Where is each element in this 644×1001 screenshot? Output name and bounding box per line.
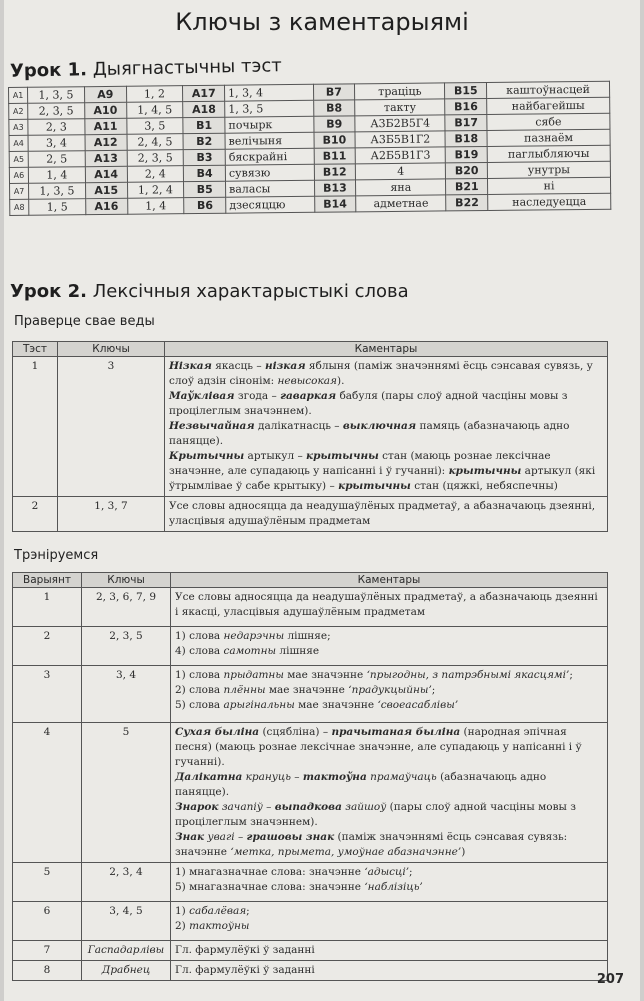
question-label: А14 xyxy=(85,166,127,182)
variant-number: 1 xyxy=(13,588,82,627)
test-key: 3 xyxy=(58,357,165,497)
answer-value: 1, 2, 4 xyxy=(127,182,184,199)
answer-value: 2, 3, 5 xyxy=(28,103,85,120)
question-label: А2 xyxy=(9,103,28,119)
variant-key: 3, 4 xyxy=(82,666,171,723)
table-row xyxy=(13,863,608,902)
comment-cell: 1) мнагазначнае слова: значэнне ‘адысці’; 5) мнагазначнае слова: значэнне ‘наблізіць’ xyxy=(171,863,608,902)
page-title: Ключы з каментарыямі xyxy=(175,8,469,36)
answer-value: 2, 5 xyxy=(28,151,85,168)
question-label: В21 xyxy=(446,178,488,194)
page-number: 207 xyxy=(596,972,624,987)
answer-value: дзесяццю xyxy=(226,196,315,213)
question-label: В10 xyxy=(314,132,356,148)
answer-value: 2, 4 xyxy=(127,166,184,183)
answer-value: такту xyxy=(355,99,446,116)
question-label: А18 xyxy=(183,101,225,117)
question-label: А10 xyxy=(84,102,126,118)
col-header-keys: Ключы xyxy=(58,342,165,357)
answer-value: сувязю xyxy=(225,164,314,181)
question-label: В6 xyxy=(184,197,226,213)
comment-cell: Усе словы адносяцца да неадушаўлёных прадметаў, а абазначаюць дзеянні і якасці, уласцівыя адушаўлёным прадметам xyxy=(171,588,608,627)
question-label: В18 xyxy=(445,130,487,146)
lesson2-number: Урок 2. xyxy=(10,281,87,302)
answer-value: 1, 2 xyxy=(126,86,183,103)
question-label: В12 xyxy=(314,164,356,180)
answer-value: каштоўнасцей xyxy=(487,81,610,98)
question-label: В4 xyxy=(184,165,226,181)
lesson1-number: Урок 1. xyxy=(9,59,88,82)
col-header-comments: Каментары xyxy=(165,342,608,357)
lesson2-heading xyxy=(10,281,409,302)
table-row xyxy=(13,588,608,627)
question-label: В7 xyxy=(313,84,355,100)
variant-key: 2, 3, 4 xyxy=(82,863,171,902)
comment-cell: Гл. фармулёўкі ў заданні xyxy=(171,941,608,961)
answer-value: ні xyxy=(488,177,611,194)
comment-cell: Усе словы адносяцца да неадушаўлёных прадметаў, а абазначаюць дзеянні, уласцівыя адушаўлёным прадметам xyxy=(165,497,608,532)
comment-paragraph: Нізкая якасць – нізкая яблыня (паміж значэннямі ёсць сэнсавая сувязь, у слоў адзін сінонім: невысокая). xyxy=(169,360,593,387)
question-label: А13 xyxy=(85,150,127,166)
comment-paragraph: Крытычны артыкул – крытычны стан (маюць рознае лексічнае значэнне, але супадаюць у напісанні і ў гучанні): крытычны артыкул (які ўтрымлівае ў сабе крытыку) – крытычны стан (цяжкі, небяспечны) xyxy=(169,450,596,492)
table-row xyxy=(13,497,608,532)
comment-paragraph: Незвычайная далікатнасць – выключная памяць (абазначаюць адно паняцце). xyxy=(169,420,570,447)
answer-value: адметнае xyxy=(356,195,447,212)
question-label: В11 xyxy=(314,148,356,164)
answer-value: паглыбляючы xyxy=(487,145,610,162)
answer-value: траціць xyxy=(355,83,446,100)
answer-value: 1, 4, 5 xyxy=(126,102,183,119)
table-header-row xyxy=(13,573,608,588)
question-label: В22 xyxy=(446,194,488,210)
answer-value: наследуецца xyxy=(488,193,611,210)
answer-value: А3Б2В5Г4 xyxy=(355,115,446,132)
question-label: В8 xyxy=(313,100,355,116)
table-row xyxy=(13,357,608,497)
check-knowledge-table xyxy=(12,341,608,532)
answer-value: сябе xyxy=(487,113,610,130)
question-label: А16 xyxy=(85,198,127,214)
answer-value: найбагейшы xyxy=(487,97,610,114)
question-label: А11 xyxy=(85,118,127,134)
variant-number: 3 xyxy=(13,666,82,723)
variant-number: 6 xyxy=(13,902,82,941)
answer-value: велічыня xyxy=(225,132,314,149)
section2-heading: Трэніруемся xyxy=(14,548,99,563)
question-label: В15 xyxy=(445,82,487,98)
table-row xyxy=(13,941,608,961)
answer-value: валасы xyxy=(226,180,315,197)
question-label: А3 xyxy=(9,119,28,135)
comment-cell: Сухая быліна (сцябліна) – прачытаная быліна (народная эпічная песня) (маюць рознае лексічнае значэнне, але супадаюць у напісанні і ў гучанні). Далікатна крануць – тактоўна прамаўчаць (абазначаюць адно паняцце). Знарок зачапіў – выпадкова зайшоў (пары слоў адной часціны мовы з процілеглым значэннем). Знак увагі – грашовы знак (паміж значэннямі ёсць сэнсавая сувязь: значэнне ‘метка, прымета, умоўнае абазначэнне’) xyxy=(171,723,608,863)
question-label: А9 xyxy=(84,86,126,102)
col-header-keys: Ключы xyxy=(82,573,171,588)
answer-value: 3, 4 xyxy=(28,135,85,152)
answer-value: пазнаём xyxy=(487,129,610,146)
question-label: А17 xyxy=(183,85,225,101)
answer-value: почырк xyxy=(225,116,314,133)
col-header-comments: Каментары xyxy=(171,573,608,588)
question-label: В9 xyxy=(313,116,355,132)
lesson1-name: Дыягнастычны тэст xyxy=(86,55,282,81)
answer-value: бяскрайні xyxy=(225,148,314,165)
question-label: А6 xyxy=(9,167,28,183)
answer-value: 1, 3, 5 xyxy=(28,87,85,104)
table-row xyxy=(13,902,608,941)
variant-key: Драбнец xyxy=(82,961,171,981)
variant-key: 5 xyxy=(82,723,171,863)
answer-value: 1, 3, 5 xyxy=(29,183,86,200)
answer-value: 2, 3 xyxy=(28,119,85,136)
question-label: В16 xyxy=(445,98,487,114)
col-header-variant: Варыянт xyxy=(13,573,82,588)
diagnostic-test-table xyxy=(8,81,611,216)
question-label: В20 xyxy=(446,162,488,178)
table-header-row xyxy=(13,342,608,357)
section1-heading: Праверце свае веды xyxy=(14,314,155,329)
answer-value: А2Б5В1Г3 xyxy=(355,147,446,164)
variant-number: 5 xyxy=(13,863,82,902)
answer-value: А3Б5В1Г2 xyxy=(355,131,446,148)
question-label: А4 xyxy=(9,135,28,151)
comment-paragraph: Маўклівая згода – гаваркая бабуля (пары слоў адной часціны мовы з процілеглым значэннем). xyxy=(169,390,568,417)
variant-number: 7 xyxy=(13,941,82,961)
question-label: А12 xyxy=(85,134,127,150)
answer-value: 2, 4, 5 xyxy=(127,134,184,151)
table-row xyxy=(13,723,608,863)
col-header-test: Тэст xyxy=(13,342,58,357)
variant-number: 2 xyxy=(13,627,82,666)
table-row xyxy=(13,961,608,981)
question-label: В19 xyxy=(446,146,488,162)
variant-key: Гаспадарлівы xyxy=(82,941,171,961)
question-label: А7 xyxy=(10,183,29,199)
comment-cell: Гл. фармулёўкі ў заданні xyxy=(171,961,608,981)
table-row xyxy=(13,627,608,666)
answer-value: 3, 5 xyxy=(126,118,183,135)
question-label: В17 xyxy=(445,114,487,130)
answer-value: 1, 3, 5 xyxy=(225,100,314,117)
variant-key: 2, 3, 6, 7, 9 xyxy=(82,588,171,627)
lesson1-heading xyxy=(10,55,282,82)
variant-key: 3, 4, 5 xyxy=(82,902,171,941)
comment-cell: 1) слова недарэчны лішняе; 4) слова самотны лішняе xyxy=(171,627,608,666)
question-label: А5 xyxy=(9,151,28,167)
answer-value: 1, 3, 4 xyxy=(225,84,314,101)
question-label: В2 xyxy=(183,133,225,149)
variant-key: 2, 3, 5 xyxy=(82,627,171,666)
answer-value: 4 xyxy=(355,163,446,180)
test-number: 2 xyxy=(13,497,58,532)
question-label: В13 xyxy=(314,180,356,196)
training-table xyxy=(12,572,608,981)
lesson2-name: Лексічныя характарыстыкі слова xyxy=(86,281,409,302)
answer-value: яна xyxy=(356,179,447,196)
variant-number: 8 xyxy=(13,961,82,981)
test-key: 1, 3, 7 xyxy=(58,497,165,532)
comment-cell xyxy=(165,357,608,497)
question-label: В14 xyxy=(314,196,356,212)
answer-value: 1, 4 xyxy=(127,198,184,215)
answer-value: 1, 5 xyxy=(29,199,86,216)
question-label: В5 xyxy=(184,181,226,197)
question-label: В1 xyxy=(183,117,225,133)
answer-value: 1, 4 xyxy=(28,167,85,184)
question-label: В3 xyxy=(184,149,226,165)
question-label: А15 xyxy=(85,182,127,198)
test-number: 1 xyxy=(13,357,58,497)
answer-value: 2, 3, 5 xyxy=(127,150,184,167)
table-row xyxy=(13,666,608,723)
comment-cell: 1) сабалёвая; 2) тактоўны xyxy=(171,902,608,941)
question-label: А8 xyxy=(10,199,29,215)
question-label: А1 xyxy=(9,87,28,103)
answer-value: унутры xyxy=(487,161,610,178)
variant-number: 4 xyxy=(13,723,82,863)
book-page xyxy=(4,0,640,1001)
comment-cell: 1) слова прыдатны мае значэнне ‘прыгодны, з патрэбнымі якасцямі’; 2) слова плённы мае значэнне ‘прадукцыйны’; 5) слова арыгінальны мае значэнне ‘своеасаблівы’ xyxy=(171,666,608,723)
